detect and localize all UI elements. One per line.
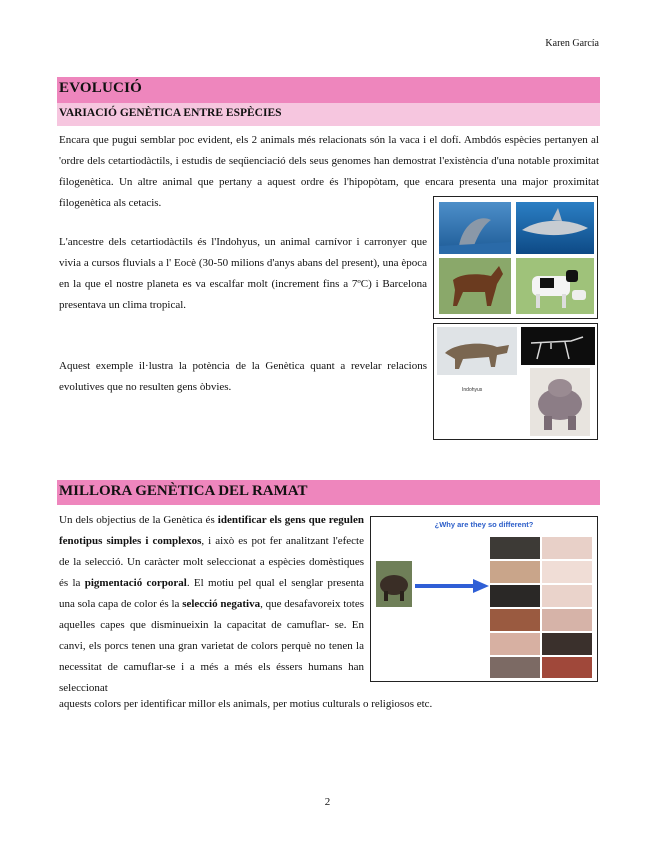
arrow-icon [415, 579, 489, 593]
paragraph-pigmentation: Un dels objectius de la Genètica és identificar els gens que regulen fenotipus simples i complexos, i això es pot fer analitzant l'efecte de la selecció. Un caràcter molt seleccionat a espècies domèstiques és la pigmentació corporal. El motiu pel qual el senglar presenta una sola capa de color és la selecció negativa, que desafavoreix totes aquelles capes que disminueixin la capacitat de camuflar- se. En canvi, els porcs tenen una gran varietat de colors perquè no tenen la necessitat de camuflar-se i a més a més els éssers humans han seleccionat [59, 514, 365, 694]
animals-photo-collage [433, 196, 598, 319]
pig-breed-6 [542, 585, 592, 607]
pig-breed-3 [490, 561, 540, 583]
cow-photo [516, 258, 594, 314]
section-subtitle: VARIACIÓ GENÈTICA ENTRE ESPÈCIES [59, 107, 282, 119]
horse-photo [439, 258, 511, 314]
paragraph-indohyus: L'ancestre dels cetartiodàctils és l'Indohyus, un animal carnívor i carronyer que vivia a cursos fluvials a l' Eocè (30-50 milions d'anys abans del present), una època en la que el nostre planeta es va escalfar molt (increment fins a 7ºC) i Barcelona presentava un clima tropical. [59, 236, 427, 311]
pig-breed-10 [542, 633, 592, 655]
page-number: 2 [324, 796, 331, 808]
paragraph-pigmentation-end: aquests colors per identificar millor els animals, per motius culturals o religiosos etc. [59, 698, 433, 710]
pig-breed-12 [542, 657, 592, 678]
pig-breed-8 [542, 609, 592, 631]
pigs-figure [370, 516, 598, 682]
pig-breed-4 [542, 561, 592, 583]
indohyus-label: Indohyus [462, 387, 483, 393]
pig-breed-2 [542, 537, 592, 559]
pig-breed-7 [490, 609, 540, 631]
author-name: Karen García [545, 38, 599, 49]
section-title-evolucio: EVOLUCIÓ [59, 80, 142, 96]
shark-photo [516, 202, 594, 254]
pig-breed-11 [490, 657, 540, 678]
paragraph-conclusion: Aquest exemple il·lustra la potència de la Genètica quant a revelar relacions evolutives que no resulten gens òbvies. [59, 360, 427, 393]
skeleton-photo [521, 327, 595, 365]
ancestor-photo-collage [433, 323, 598, 440]
pigs-figure-title: ¿Why are they so different? [434, 520, 534, 529]
hippo-photo [530, 368, 590, 436]
paragraph-intro: Encara que pugui semblar poc evident, els 2 animals més relacionats són la vaca i el dofí. Ambdós espècies pertanyen al 'ordre dels cetartiodàctils, i estudis de seqüenciació dels seus genomes han demostrat l'existència d'una notable proximitat filogenètica. Un altre animal que pertany a aquest ordre és l'hipopòtam, que encara presenta una major proximitat filogenètica als cetacis. [59, 134, 599, 209]
pig-breed-9 [490, 633, 540, 655]
indohyus-illustration [437, 327, 517, 375]
section-title-millora: MILLORA GENÈTICA DEL RAMAT [59, 483, 308, 499]
pig-breed-5 [490, 585, 540, 607]
dolphin-photo [439, 202, 511, 254]
wild-boar-photo [376, 561, 412, 607]
pig-breed-1 [490, 537, 540, 559]
